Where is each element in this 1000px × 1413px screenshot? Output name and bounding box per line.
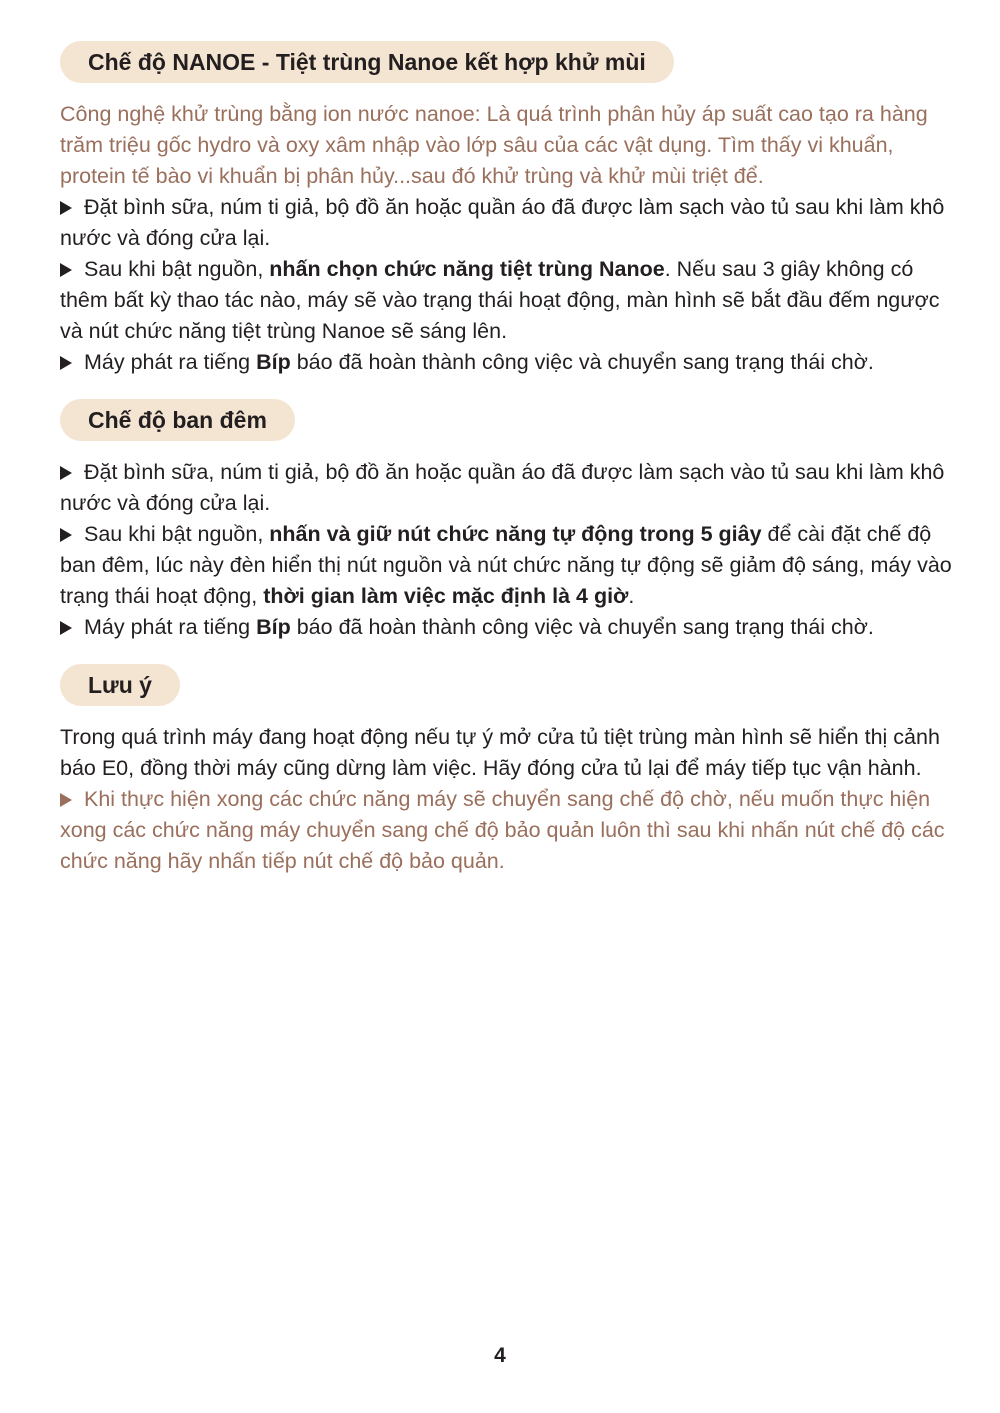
play-arrow-icon: [60, 263, 72, 277]
bullet-item: Đặt bình sữa, núm ti giả, bộ đồ ăn hoặc quần áo đã được làm sạch vào tủ sau khi làm khô nước và đóng cửa lại.: [60, 460, 945, 515]
play-arrow-icon: [60, 793, 72, 807]
bullet-item: Đặt bình sữa, núm ti giả, bộ đồ ăn hoặc quần áo đã được làm sạch vào tủ sau khi làm khô nước và đóng cửa lại.: [60, 195, 945, 250]
bullet-item: Máy phát ra tiếng Bíp báo đã hoàn thành công việc và chuyển sang trạng thái chờ.: [60, 347, 955, 378]
bullet-item: Sau khi bật nguồn, nhấn chọn chức năng tiệt trùng Nanoe. Nếu sau 3 giây không có thêm bất kỳ thao tác nào, máy sẽ vào trạng thái hoạt động, màn hình sẽ bắt đầu đếm ngược và nút chức năng tiệt trùng Nanoe sẽ sáng lên.: [60, 257, 940, 343]
section-night-mode: [60, 378, 955, 643]
note-item: Khi thực hiện xong các chức năng máy sẽ chuyển sang chế độ chờ, nếu muốn thực hiện xong các chức năng máy chuyển sang chế độ bảo quản luôn thì sau khi nhấn nút chế độ các chức năng hãy nhấn tiếp nút chế độ bảo quản.: [60, 787, 945, 873]
play-arrow-icon: [60, 356, 72, 370]
section-intro: Trong quá trình máy đang hoạt động nếu tự ý mở cửa tủ tiệt trùng màn hình sẽ hiển thị cảnh báo E0, đồng thời máy cũng dừng làm việc. Hãy đóng cửa tủ lại để máy tiếp tục vận hành.: [60, 725, 940, 780]
section-heading: Lưu ý: [60, 664, 180, 706]
section-intro: Công nghệ khử trùng bằng ion nước nanoe: Là quá trình phân hủy áp suất cao tạo ra hàng trăm triệu gốc hydro và oxy xâm nhập vào lớp sâu của các vật dụng. Tìm thấy vi khuẩn, protein tế bào vi khuẩn bị phân hủy...sau đó khử trùng và khử mùi triệt để.: [60, 102, 928, 188]
document-page: [60, 0, 955, 877]
play-arrow-icon: [60, 201, 72, 215]
play-arrow-icon: [60, 621, 72, 635]
bullet-item: Sau khi bật nguồn, nhấn và giữ nút chức năng tự động trong 5 giây để cài đặt chế độ ban đêm, lúc này đèn hiển thị nút nguồn và nút chức năng tự động sẽ giảm độ sáng, máy vào trạng thái hoạt động, thời gian làm việc mặc định là 4 giờ.: [60, 522, 952, 608]
page-number: 4: [494, 1344, 506, 1367]
section-heading: Chế độ NANOE - Tiệt trùng Nanoe kết hợp khử mùi: [60, 41, 674, 83]
section-nanoe: [60, 0, 955, 378]
play-arrow-icon: [60, 466, 72, 480]
section-note: [60, 643, 955, 877]
section-heading: Chế độ ban đêm: [60, 399, 295, 441]
play-arrow-icon: [60, 528, 72, 542]
bullet-item: Máy phát ra tiếng Bíp báo đã hoàn thành công việc và chuyển sang trạng thái chờ.: [60, 612, 955, 643]
